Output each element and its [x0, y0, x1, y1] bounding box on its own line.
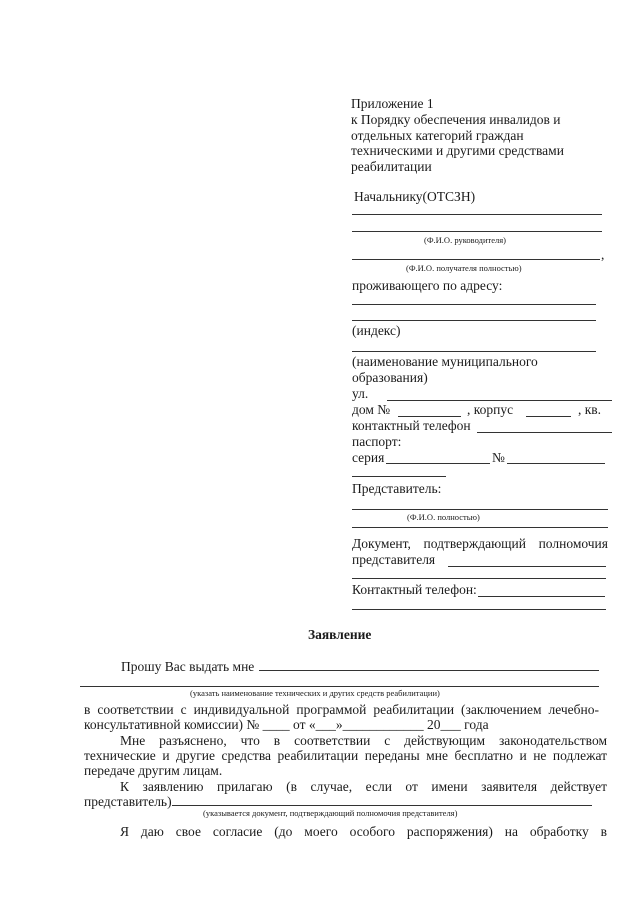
statement-title: Заявление: [308, 627, 372, 642]
municipality-line: [352, 351, 596, 352]
apartment-label: , кв.: [578, 402, 602, 417]
head-name-caption: (Ф.И.О. руководителя): [424, 235, 506, 245]
representative-label: Представитель:: [352, 481, 442, 496]
recipient-comma: ,: [601, 247, 605, 262]
extra-passport-line: [352, 476, 446, 477]
series-line: [386, 463, 490, 464]
appendix-line: к Порядку обеспечения инвалидов и: [351, 112, 561, 127]
contact-phone-line-2: [352, 609, 606, 610]
house-label: дом №: [352, 402, 391, 417]
document-label-2: представителя: [352, 552, 436, 567]
appendix-line: техническими и другими средствами: [351, 143, 564, 158]
residing-label: проживающего по адресу:: [352, 278, 503, 293]
street-label: ул.: [352, 386, 369, 401]
means-caption: (указать наименование технических и других средств реабилитации): [190, 688, 440, 698]
appendix-line: отдельных категорий граждан: [351, 128, 524, 143]
phone-label: контактный телефон: [352, 418, 471, 433]
attach-caption: (указывается документ, подтверждающий полномочия представителя): [203, 808, 458, 818]
explained-text: передаче другим лицам.: [84, 763, 223, 778]
attach-line: [172, 805, 592, 806]
address-line-2: [352, 320, 596, 321]
passport-label: паспорт:: [352, 434, 402, 449]
representative-line: [352, 509, 608, 510]
head-name-line-1: [352, 214, 602, 215]
municipality-label: (наименование муниципального: [352, 354, 538, 369]
building-label: , корпус: [467, 402, 514, 417]
street-line: [387, 400, 612, 401]
appendix-line: реабилитации: [351, 159, 432, 174]
request-label: Прошу Вас выдать мне: [121, 659, 255, 674]
recipient-name-caption: (Ф.И.О. получателя полностью): [406, 263, 522, 273]
number-label: №: [492, 450, 505, 465]
number-line: [507, 463, 605, 464]
building-line: [526, 416, 571, 417]
document-line-2: [352, 578, 606, 579]
consent-text: Я даю свое согласие (до моего особого распоряжения) на обработку в: [120, 824, 607, 839]
means-line: [80, 686, 599, 687]
representative-line-2: [352, 527, 608, 528]
house-line: [398, 416, 461, 417]
attach-text: К заявлению прилагаю (в случае, если от имени заявителя действует: [120, 779, 607, 794]
address-line-1: [352, 304, 596, 305]
contact-phone-label: Контактный телефон:: [352, 582, 477, 597]
series-label: серия: [352, 450, 385, 465]
recipient-name-line: [352, 259, 600, 260]
accordance-text: консультативной комиссии) № ____ от «___»____________ 20___ года: [84, 717, 489, 732]
contact-phone-line: [478, 596, 605, 597]
appendix-title: Приложение 1: [351, 96, 434, 111]
head-name-line-2: [352, 231, 602, 232]
document-label: Документ, подтверждающий полномочия: [352, 536, 608, 551]
explained-text: Мне разъяснено, что в соответствии с действующим законодательством: [120, 733, 607, 748]
explained-text: технические и другие средства реабилитации переданы мне бесплатно и не подлежат: [84, 748, 607, 763]
request-line: [259, 670, 599, 671]
phone-line: [477, 432, 612, 433]
attach-text: представитель): [84, 794, 172, 809]
addressee-head: Начальнику(ОТСЗН): [354, 189, 476, 204]
document-line: [448, 566, 606, 567]
municipality-label: образования): [352, 370, 428, 385]
index-label: (индекс): [352, 323, 401, 338]
representative-caption: (Ф.И.О. полностью): [407, 512, 480, 522]
accordance-text: в соответствии с индивидуальной программой реабилитации (заключением лечебно-: [84, 702, 599, 717]
